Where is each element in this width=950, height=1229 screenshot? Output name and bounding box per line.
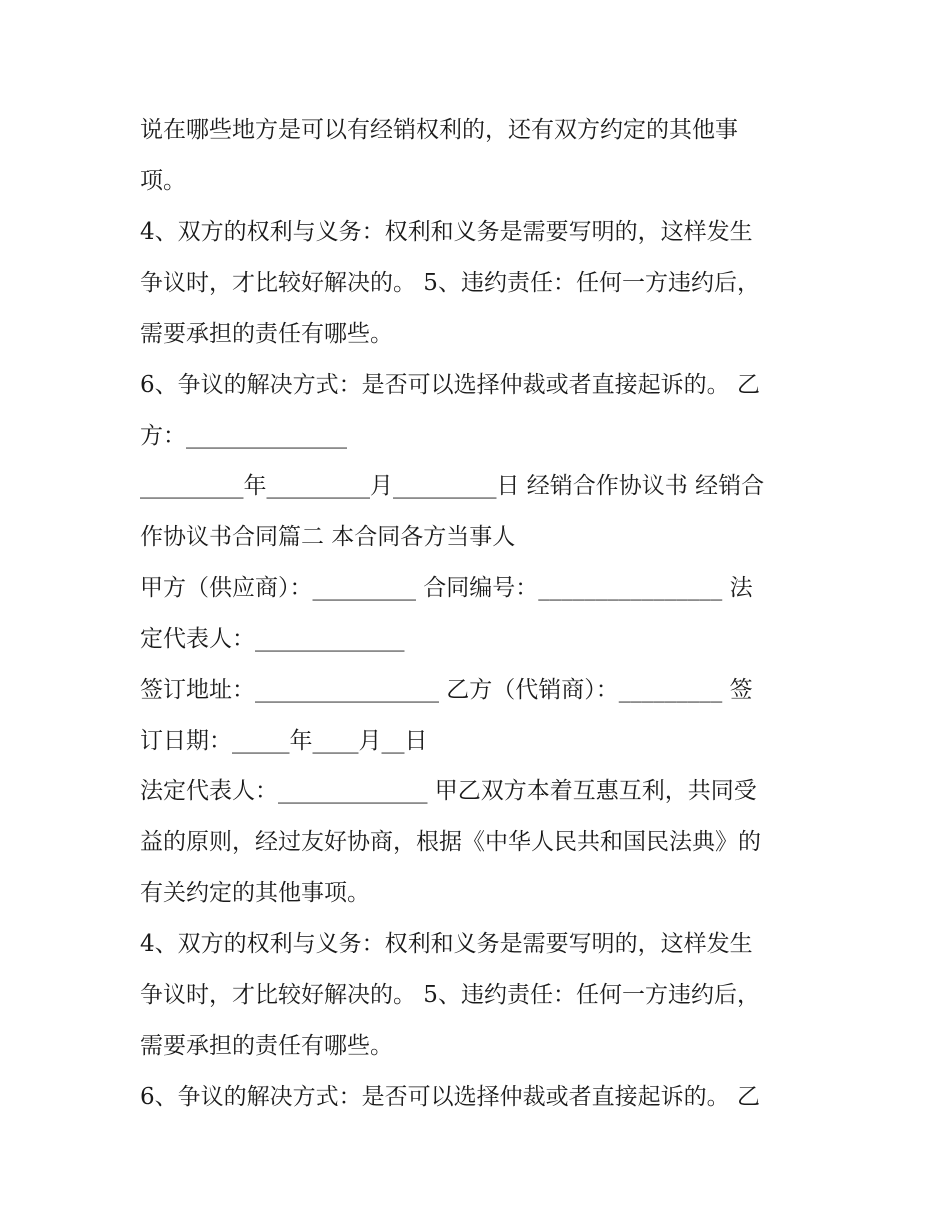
text-line: 有关约定的其他事项。	[140, 880, 370, 906]
text-line: 争议时，才比较好解决的。 5、违约责任：任何一方违约后，	[140, 270, 760, 296]
text-line: 争议时，才比较好解决的。 5、违约责任：任何一方违约后，	[140, 982, 760, 1008]
text-line: 定代表人：_____________	[140, 626, 405, 652]
text-line: 需要承担的责任有哪些。	[140, 1033, 393, 1059]
text-line: 签订地址：________________ 乙方（代销商）：_________ 签	[140, 677, 753, 703]
text-line: 4、双方的权利与义务：权利和义务是需要写明的，这样发生	[140, 219, 753, 245]
text-line: 说在哪些地方是可以有经销权利的，还有双方约定的其他事	[140, 117, 738, 143]
text-line: 方：______________	[140, 423, 347, 449]
text-line: 6、争议的解决方式：是否可以选择仲裁或者直接起诉的。 乙	[140, 372, 760, 398]
text-line: 作协议书合同篇二 本合同各方当事人	[140, 524, 516, 550]
text-line: 6、争议的解决方式：是否可以选择仲裁或者直接起诉的。 乙	[140, 1084, 760, 1110]
text-line: 订日期：_____年____月__日	[140, 728, 428, 754]
text-line: 法定代表人：_____________ 甲乙双方本着互惠互利，共同受	[140, 778, 757, 804]
text-line: _________年_________月_________日 经销合作协议书 经销合	[140, 473, 765, 499]
text-line: 益的原则，经过友好协商，根据《中华人民共和国民法典》的	[140, 829, 761, 855]
text-line: 需要承担的责任有哪些。	[140, 321, 393, 347]
text-line: 4、双方的权利与义务：权利和义务是需要写明的，这样发生	[140, 931, 753, 957]
text-line: 甲方（供应商）：_________ 合同编号：________________ 法	[140, 575, 753, 601]
text-line: 项。	[140, 168, 186, 194]
